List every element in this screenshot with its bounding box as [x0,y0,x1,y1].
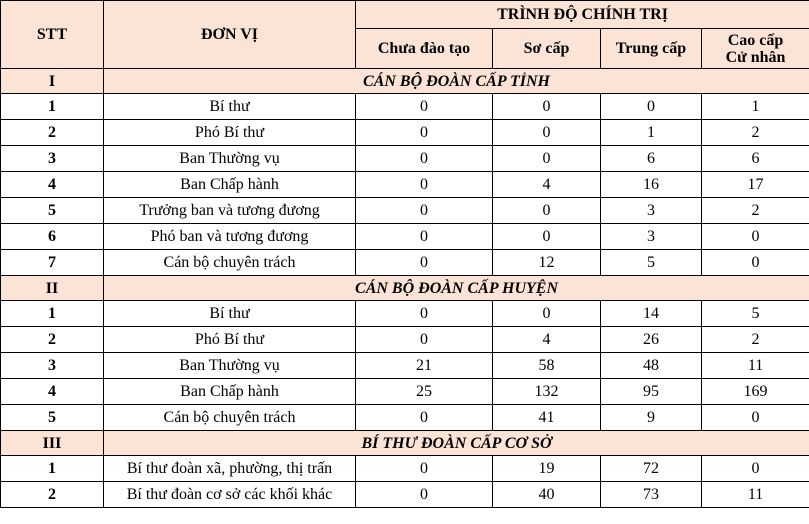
cell-trung-cap: 1 [601,120,702,146]
header-cao-cap-line2: Cử nhân [725,48,786,66]
table-row [1,301,809,327]
section-stt: II [1,276,104,301]
section-title: CÁN BỘ ĐOÀN CẤP TỈNH [104,69,809,94]
table-row [1,353,809,379]
row-stt: 1 [1,94,104,120]
cell-cao-cap-cu-nhan: 169 [702,379,809,405]
cell-chua-dao-tao: 0 [356,198,493,224]
section-stt: III [1,431,104,456]
row-unit-name: Cán bộ chuyên trách [104,250,356,276]
table-row [1,327,809,353]
section-row [1,431,809,456]
cell-trung-cap: 9 [601,405,702,431]
header-chua-dao-tao: Chưa đào tạo [356,29,493,69]
row-stt: 3 [1,146,104,172]
row-stt: 1 [1,301,104,327]
cell-cao-cap-cu-nhan: 0 [702,224,809,250]
table-row [1,379,809,405]
cell-trung-cap: 26 [601,327,702,353]
header-group-trinh-do: TRÌNH ĐỘ CHÍNH TRỊ [356,1,809,29]
table-row [1,250,809,276]
cell-so-cap: 4 [493,327,601,353]
cell-trung-cap: 6 [601,146,702,172]
row-unit-name: Bí thư đoàn cơ sở các khối khác [104,482,356,508]
row-unit-name: Bí thư đoàn xã, phường, thị trấn [104,456,356,482]
cell-chua-dao-tao: 0 [356,482,493,508]
cell-trung-cap: 3 [601,198,702,224]
cell-cao-cap-cu-nhan: 2 [702,198,809,224]
table-row [1,456,809,482]
table-body [1,69,809,508]
section-row [1,69,809,94]
header-cao-cap-cu-nhan [702,29,809,69]
cell-so-cap: 0 [493,198,601,224]
cell-cao-cap-cu-nhan: 11 [702,482,809,508]
cell-cao-cap-cu-nhan: 6 [702,146,809,172]
cell-trung-cap: 73 [601,482,702,508]
row-unit-name: Ban Thường vụ [104,353,356,379]
cell-so-cap: 40 [493,482,601,508]
row-unit-name: Bí thư [104,301,356,327]
row-unit-name: Ban Chấp hành [104,172,356,198]
header-trung-cap: Trung cấp [601,29,702,69]
row-unit-name: Phó Bí thư [104,327,356,353]
cell-cao-cap-cu-nhan: 17 [702,172,809,198]
row-stt: 4 [1,379,104,405]
row-stt: 3 [1,353,104,379]
cell-cao-cap-cu-nhan: 0 [702,456,809,482]
row-unit-name: Bí thư [104,94,356,120]
cell-trung-cap: 5 [601,250,702,276]
header-so-cap: Sơ cấp [493,29,601,69]
cell-so-cap: 0 [493,94,601,120]
cell-trung-cap: 16 [601,172,702,198]
cell-trung-cap: 14 [601,301,702,327]
table-row [1,94,809,120]
cell-chua-dao-tao: 0 [356,94,493,120]
cell-trung-cap: 48 [601,353,702,379]
row-stt: 2 [1,327,104,353]
cell-cao-cap-cu-nhan: 2 [702,327,809,353]
cell-so-cap: 4 [493,172,601,198]
row-stt: 7 [1,250,104,276]
section-stt: I [1,69,104,94]
row-stt: 5 [1,405,104,431]
cell-so-cap: 132 [493,379,601,405]
cell-so-cap: 19 [493,456,601,482]
cell-trung-cap: 3 [601,224,702,250]
row-unit-name: Cán bộ chuyên trách [104,405,356,431]
table-row [1,146,809,172]
header-cao-cap-line1: Cao cấp [727,31,784,49]
cell-chua-dao-tao: 25 [356,379,493,405]
header-stt: STT [1,1,104,69]
cell-so-cap: 0 [493,146,601,172]
cell-chua-dao-tao: 0 [356,172,493,198]
row-stt: 1 [1,456,104,482]
table-row [1,482,809,508]
row-stt: 6 [1,224,104,250]
cell-chua-dao-tao: 0 [356,327,493,353]
row-stt: 4 [1,172,104,198]
cell-so-cap: 41 [493,405,601,431]
cell-cao-cap-cu-nhan: 1 [702,94,809,120]
row-unit-name: Trưởng ban và tương đương [104,198,356,224]
cell-chua-dao-tao: 0 [356,405,493,431]
cell-chua-dao-tao: 0 [356,250,493,276]
row-stt: 5 [1,198,104,224]
cell-chua-dao-tao: 0 [356,456,493,482]
cell-trung-cap: 0 [601,94,702,120]
table-row [1,405,809,431]
cell-cao-cap-cu-nhan: 0 [702,405,809,431]
cell-cao-cap-cu-nhan: 2 [702,120,809,146]
section-row [1,276,809,301]
table-row [1,120,809,146]
cell-chua-dao-tao: 0 [356,301,493,327]
table-row [1,198,809,224]
table-row [1,172,809,198]
cell-trung-cap: 72 [601,456,702,482]
cell-so-cap: 58 [493,353,601,379]
cell-chua-dao-tao: 21 [356,353,493,379]
section-title: BÍ THƯ ĐOÀN CẤP CƠ SỞ [104,431,809,456]
row-stt: 2 [1,120,104,146]
cell-so-cap: 0 [493,301,601,327]
table-row [1,224,809,250]
cell-cao-cap-cu-nhan: 0 [702,250,809,276]
cell-chua-dao-tao: 0 [356,224,493,250]
cell-trung-cap: 95 [601,379,702,405]
section-title: CÁN BỘ ĐOÀN CẤP HUYỆN [104,276,809,301]
cell-cao-cap-cu-nhan: 5 [702,301,809,327]
row-unit-name: Phó Bí thư [104,120,356,146]
cell-so-cap: 0 [493,224,601,250]
cell-cao-cap-cu-nhan: 11 [702,353,809,379]
cell-chua-dao-tao: 0 [356,120,493,146]
cell-chua-dao-tao: 0 [356,146,493,172]
row-unit-name: Phó ban và tương đương [104,224,356,250]
row-stt: 2 [1,482,104,508]
cell-so-cap: 12 [493,250,601,276]
row-unit-name: Ban Chấp hành [104,379,356,405]
header-don-vi: ĐƠN VỊ [104,1,356,69]
row-unit-name: Ban Thường vụ [104,146,356,172]
cell-so-cap: 0 [493,120,601,146]
